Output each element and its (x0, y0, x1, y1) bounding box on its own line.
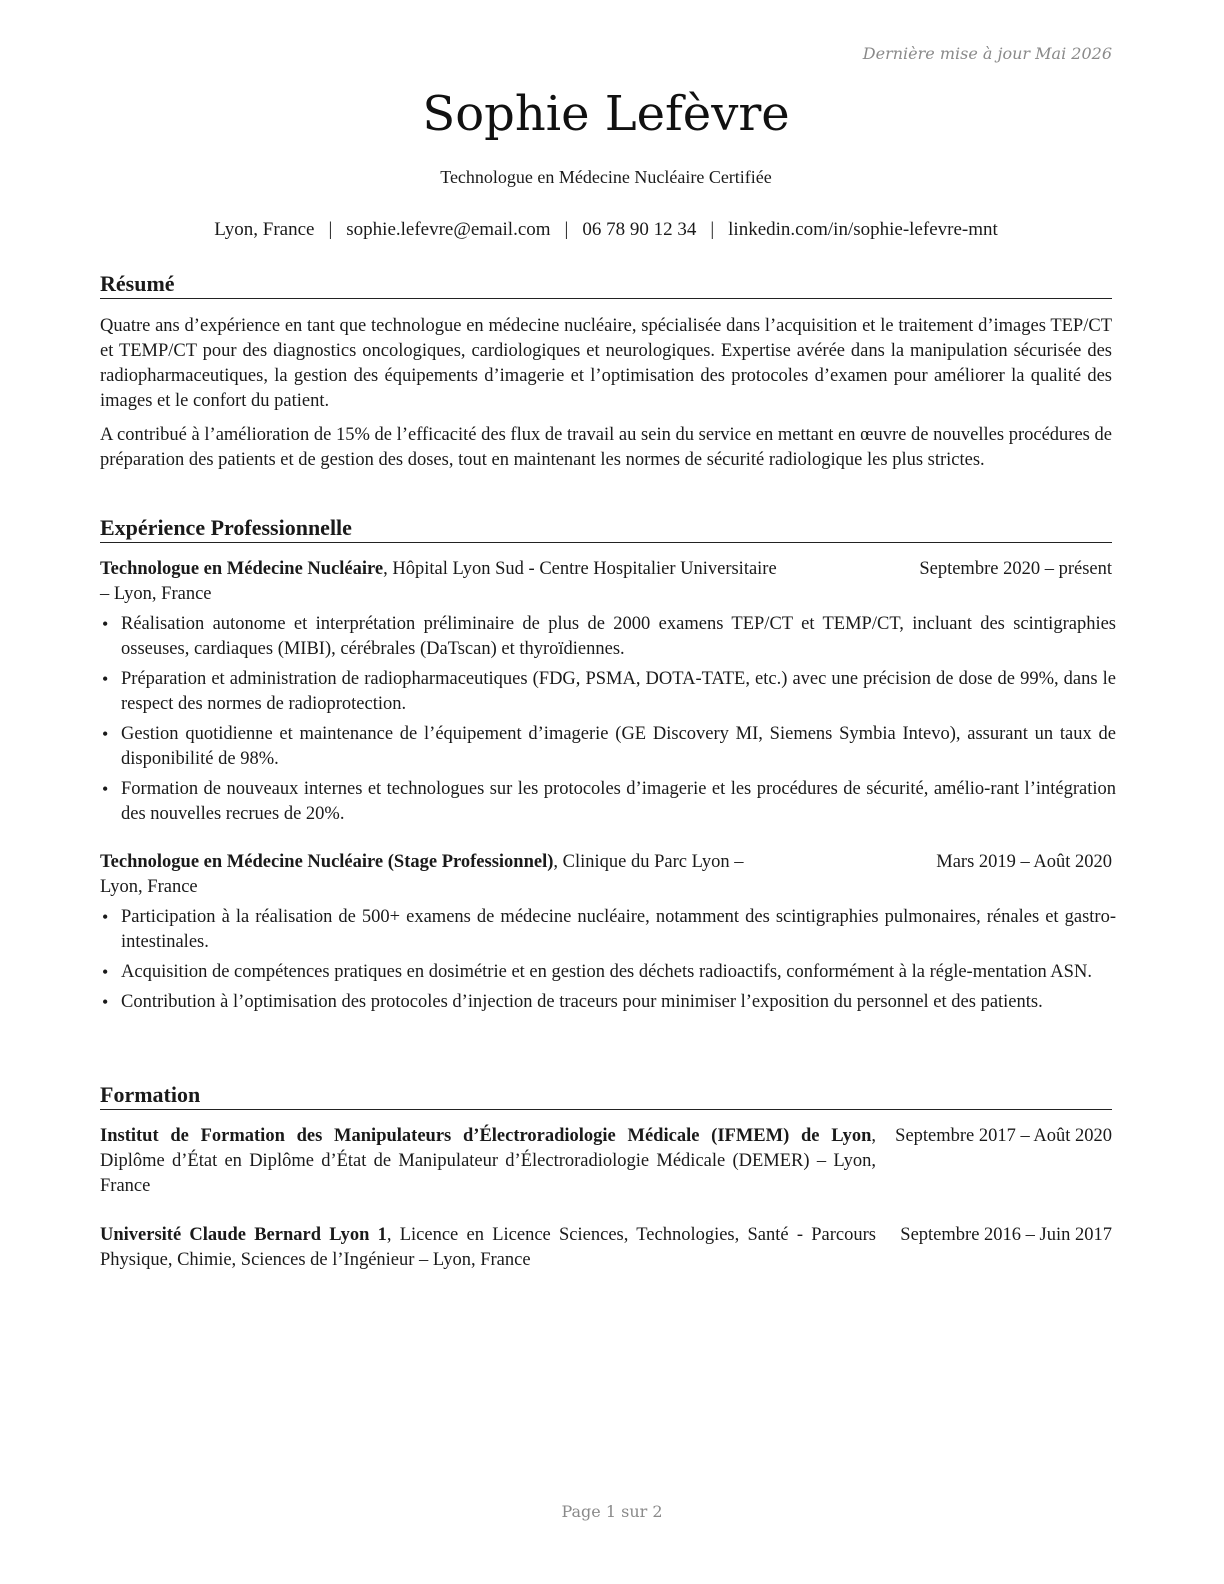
education-item (100, 1124, 1112, 1199)
contact-phone: 06 78 90 12 34 (582, 219, 697, 240)
job-header (100, 557, 1112, 607)
job-dates: Mars 2019 – Août 2020 (936, 852, 1112, 872)
section-heading-resume: Résumé (100, 271, 1112, 299)
job-location: Lyon, France (100, 877, 198, 897)
education-detail: , Licence en Licence Sciences, Technologies, Santé - Parcours Physique, Chimie, Sciences de l’Ingénieur – Lyon, France (100, 1225, 876, 1270)
list-item: • Participation à la réalisation de 500+ examens de médecine nucléaire, notamment des scintigraphies pulmonaires, rénales et gastro-intestinales. (100, 905, 1116, 955)
education-dates: Septembre 2016 – Juin 2017 (900, 1225, 1112, 1245)
list-item: • Contribution à l’optimisation des protocoles d’injection de traceurs pour minimiser l’exposition du personnel et des patients. (100, 990, 1116, 1015)
contact-location: Lyon, France (214, 219, 315, 240)
job-location: – Lyon, France (100, 584, 212, 604)
education-school: Institut de Formation des Manipulateurs d’Électroradiologie Médicale (IFMEM) de Lyon (100, 1126, 872, 1146)
candidate-title: Technologue en Médecine Nucléaire Certifiée (440, 167, 772, 187)
job-organization: , Hôpital Lyon Sud - Centre Hospitalier Universitaire (383, 559, 777, 579)
contact-email[interactable]: sophie.lefevre@email.com (346, 219, 551, 240)
resume-page (100, 0, 1116, 1584)
page-number: Page 1 sur 2 (561, 1502, 663, 1521)
resume-paragraph: A contribué à l’amélioration de 15% de l’efficacité des flux de travail au sein du service en mettant en œuvre de nouvelles procédures de préparation des patients et de gestion des doses, tout en maintenant les normes de sécurité radiologique les plus strictes. (100, 425, 1112, 470)
education-item (100, 1223, 1112, 1273)
contact-separator: | (564, 219, 569, 240)
job-role: Technologue en Médecine Nucléaire (Stage Professionnel) (100, 852, 554, 872)
education-school: Université Claude Bernard Lyon 1 (100, 1225, 387, 1245)
contact-separator: | (328, 219, 333, 240)
list-item: • Préparation et administration de radiopharmaceutiques (FDG, PSMA, DOTA-TATE, etc.) avec une précision de dose de 99%, dans le respect des normes de radioprotection. (100, 667, 1116, 717)
education-dates: Septembre 2017 – Août 2020 (895, 1126, 1112, 1146)
job-role: Technologue en Médecine Nucléaire (100, 559, 384, 579)
contact-linkedin[interactable]: linkedin.com/in/sophie-lefevre-mnt (728, 219, 998, 240)
candidate-name: Sophie Lefèvre (422, 86, 790, 142)
contact-line (100, 219, 1112, 241)
list-item: • Formation de nouveaux internes et technologues sur les protocoles d’imagerie et les procédures de sécurité, amélio-rant l’intégration des nouvelles recrues de 20%. (100, 777, 1116, 827)
list-item: • Gestion quotidienne et maintenance de l’équipement d’imagerie (GE Discovery MI, Siemens Symbia Intevo), assurant un taux de disponibilité de 98%. (100, 722, 1116, 772)
list-item: • Réalisation autonome et interprétation préliminaire de plus de 2000 examens TEP/CT et TEMP/CT, incluant des scintigraphies osseuses, cardiaques (MIBI), cérébrales (DaTscan) et thyroïdiennes. (100, 612, 1116, 662)
job-bullets (100, 905, 1116, 1020)
job-bullets (100, 612, 1116, 832)
resume-paragraph: Quatre ans d’expérience en tant que technologue en médecine nucléaire, spécialisée dans l’acquisition et le traitement d’images TEP/CT et TEMP/CT pour des diagnostics oncologiques, cardiologiques et neurologiques. Expertise avérée dans la manipulation sécurisée des radiopharmaceutiques, la gestion des équipements d’imagerie et l’optimisation des protocoles d’examen pour améliorer la qualité des images et le confort du patient. (100, 316, 1112, 411)
job-header (100, 850, 1112, 900)
list-item: • Acquisition de compétences pratiques en dosimétrie et en gestion des déchets radioactifs, conformément à la régle-mentation ASN. (100, 960, 1116, 985)
job-organization: , Clinique du Parc Lyon – (553, 852, 744, 872)
job-dates: Septembre 2020 – présent (919, 559, 1112, 579)
contact-separator: | (710, 219, 715, 240)
section-heading-education: Formation (100, 1082, 1112, 1110)
education-detail: , Diplôme d’État en Diplôme d’État de Manipulateur d’Électroradiologie Médicale (DEMER) – Lyon, France (100, 1126, 876, 1196)
last-updated: Dernière mise à jour Mai 2026 (862, 44, 1112, 63)
section-heading-experience: Expérience Professionnelle (100, 515, 1112, 543)
